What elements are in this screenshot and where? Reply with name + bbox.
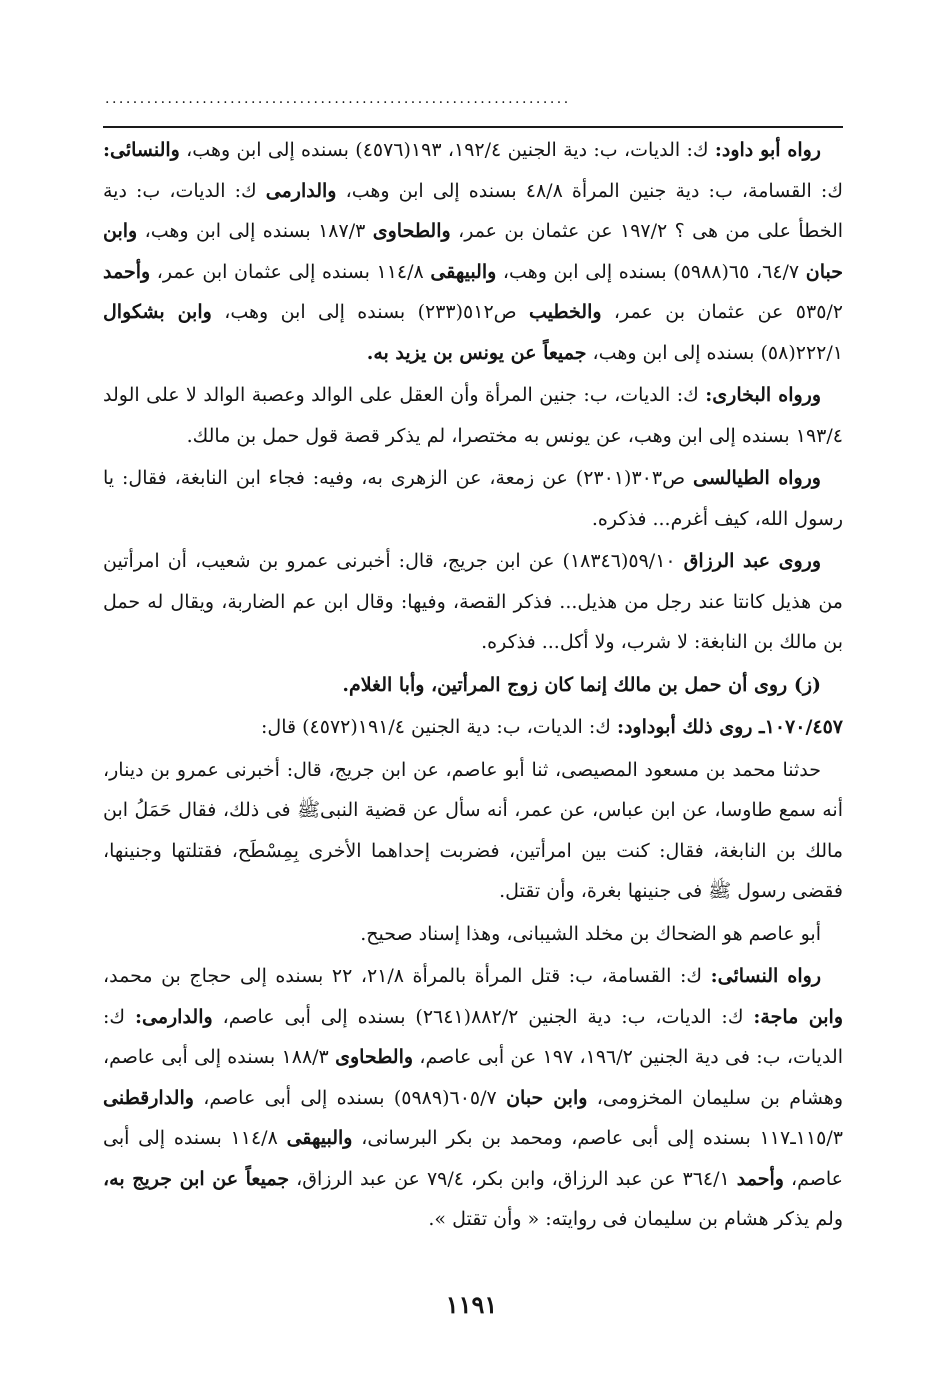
text-run: ٢٢٢/١(٥٨) بسنده إلى ابن وهب، [586, 341, 843, 364]
text-run: ١١٤/٨ بسنده إلى عثمان ابن عمر، [150, 260, 431, 283]
text-run: حدثنا محمد بن مسعود المصيصى، ثنا أبو عاصم، عن ابن جريج، قال: أخبرنى عمرو بن دينار، أنه سمع طاوسا، عن ابن عباس، عن عمر، أنه سأل عن قضية النبىﷺ فى ذلك، فقال حَمَلُ ابن مالك بن النابغة، فقال: كنت بين امرأتين، فضربت إحداهما الأخرى بِمِسْطَح، فقتلتها وجنينها، فقضى رسول ﷺ فى جنينها بغرة، وأن تقتل. [103, 758, 843, 902]
text-run: ك: الديات، ب: دية الخطأ على من هى ؟ ١٩٧/٢ عن عثمان بن عمر، [103, 179, 844, 242]
header-rule [103, 126, 843, 128]
hadith-heading-457 [103, 707, 843, 748]
top-dotted-line: ................................................................... [105, 92, 571, 106]
bold-run: وابن ماجة: [753, 1005, 843, 1028]
text-run: ك: القسامة، ب: قتل المرأة بالمرأة ٢١/٨، ٢٢ بسنده إلى حجاج بن محمد، [103, 965, 711, 987]
page-number: ١١٩١ [445, 1290, 498, 1319]
text-run: (ز) روى أن حمل بن مالك إنما كان زوج المرأتين، وأبا الغلام. [342, 673, 821, 696]
text-run: أبو عاصم هو الضحاك بن مخلد الشيبانى، وهذا إسناد صحيح. [360, 922, 821, 945]
text-run: ك: الديات، ب: دية الجنين ٨٨٢/٢(٢٦٤١) بسنده إلى أبى عاصم، [212, 1005, 754, 1028]
bold-run: والدارمى [265, 179, 337, 202]
text-run: ١٨٧/٣ بسنده إلى ابن وهب، [137, 220, 373, 242]
text-run: ولم يذكر هشام بن سليمان فى روايته: « وأن تقتل ». [428, 1208, 843, 1230]
bold-run: وأحمد [736, 1167, 784, 1190]
bold-run: والطحاوى [372, 220, 451, 242]
bold-run: وابن بشكوال [103, 301, 212, 323]
text-run: ص٥١٢(٢٣٣) بسنده إلى ابن وهب، [211, 301, 530, 323]
bold-run: والبيهقى [430, 260, 497, 283]
bold-run: والطحاوى [335, 1046, 414, 1068]
paragraph-takhrij-abu-dawud [103, 130, 843, 373]
text-run: ك: الديات، ب: دية الجنين ١٩٢/٤، ١٩٣(٤٥٧٦) بسنده إلى ابن وهب، [179, 139, 715, 161]
bold-run: رواه النسائى: [710, 965, 821, 987]
bold-run: والنسائى: [103, 139, 180, 161]
bold-run: والدارمى: [134, 1005, 213, 1028]
text-run: ١٠٧٠/٤٥٧ـ روى ذلك أبوداود: [616, 716, 843, 738]
paragraph-abd-al-razzaq [103, 541, 843, 663]
bold-run: رواه أبو داود: [714, 139, 821, 161]
text-run: ك: الديات، ب: جنين المرأة وأن العقل على الوالد وعصبة الوالد لا على الولد ١٩٣/٤ بسنده إلى ابن وهب، عن يونس به مختصرا، لم يذكر قصة قول حمل بن مالك. [103, 384, 843, 447]
bold-run: جميعاً عن ابن جريج به، [103, 1167, 290, 1190]
section-heading-zay [103, 665, 843, 706]
isnad-note [103, 914, 843, 955]
paragraph-bukhari [103, 375, 843, 456]
text-run: ١٨٨/٣ بسنده إلى أبى عاصم، وهشام بن سليمان المخزومى، [103, 1046, 843, 1109]
text-run: ١١٥/٣ـ١١٧ بسنده إلى أبى عاصم، ومحمد بن بكر البرسانى، [352, 1127, 843, 1149]
text-run: ٦٠٥/٧(٥٩٨٩) بسنده إلى أبى عاصم، [193, 1086, 507, 1109]
bold-run: والدارقطنى [103, 1086, 194, 1109]
bold-run: وابن حبان [103, 220, 844, 283]
page-body [103, 130, 843, 1242]
bold-run: جميعاً عن يونس بن يزيد به. [366, 341, 587, 364]
paragraph-tayalisi [103, 458, 843, 539]
text-run: ص٣٠٣(٢٣٠١) عن زمعة، عن الزهرى به، وفيه: فجاء ابن النابغة، فقال: يا رسول الله، كيف أغرم... فذكره. [103, 467, 843, 530]
text-run: ٥٣٥/٢ عن عثمان بن عمر، [601, 301, 844, 323]
bold-run: وروى عبد الرزاق [683, 550, 821, 572]
bold-run: والخطيب [529, 301, 602, 323]
bold-run: ورواه البخارى: [705, 384, 821, 406]
text-run: ك: الديات، ب: فى دية الجنين ١٩٦/٢، ١٩٧ عن أبى عاصم، [103, 1005, 843, 1068]
text-run: ٣٦٤/١ عن عبد الرزاق، وابن بكر، ٧٩/٤ عن عبد الرزاق، [289, 1167, 737, 1190]
bold-run: وابن حبان [506, 1086, 588, 1109]
text-run: ٥٩/١٠(١٨٣٤٦) عن ابن جريج، قال: أخبرنى عمرو بن شعيب، أن امرأتين من هذيل كانتا عند رجل من هذيل... فذكر القصة، وفيها: وقال ابن عم الضاربة، ويقال له حمل بن مالك بن النابغة: لا شرب، ولا أكل... فذكره. [103, 550, 843, 653]
text-run: ٦٤/٧، ٦٥(٥٩٨٨) بسنده إلى ابن وهب، [496, 260, 806, 283]
text-run: ١١٤/٨ بسنده إلى أبى عاصم، [103, 1127, 844, 1190]
bold-run: ورواه الطيالسى [692, 467, 821, 489]
bold-run: والبيهقى [286, 1127, 353, 1149]
paragraph-takhrij-nasai [103, 956, 843, 1240]
text-run: ك: الديات، ب: دية الجنين ١٩١/٤(٤٥٧٢) قال: [261, 716, 617, 738]
hadith-text [103, 750, 843, 912]
text-run: ك: القسامة، ب: دية جنين المرأة ٤٨/٨ بسنده إلى ابن وهب، [336, 179, 843, 202]
bold-run: وأحمد [103, 260, 151, 283]
